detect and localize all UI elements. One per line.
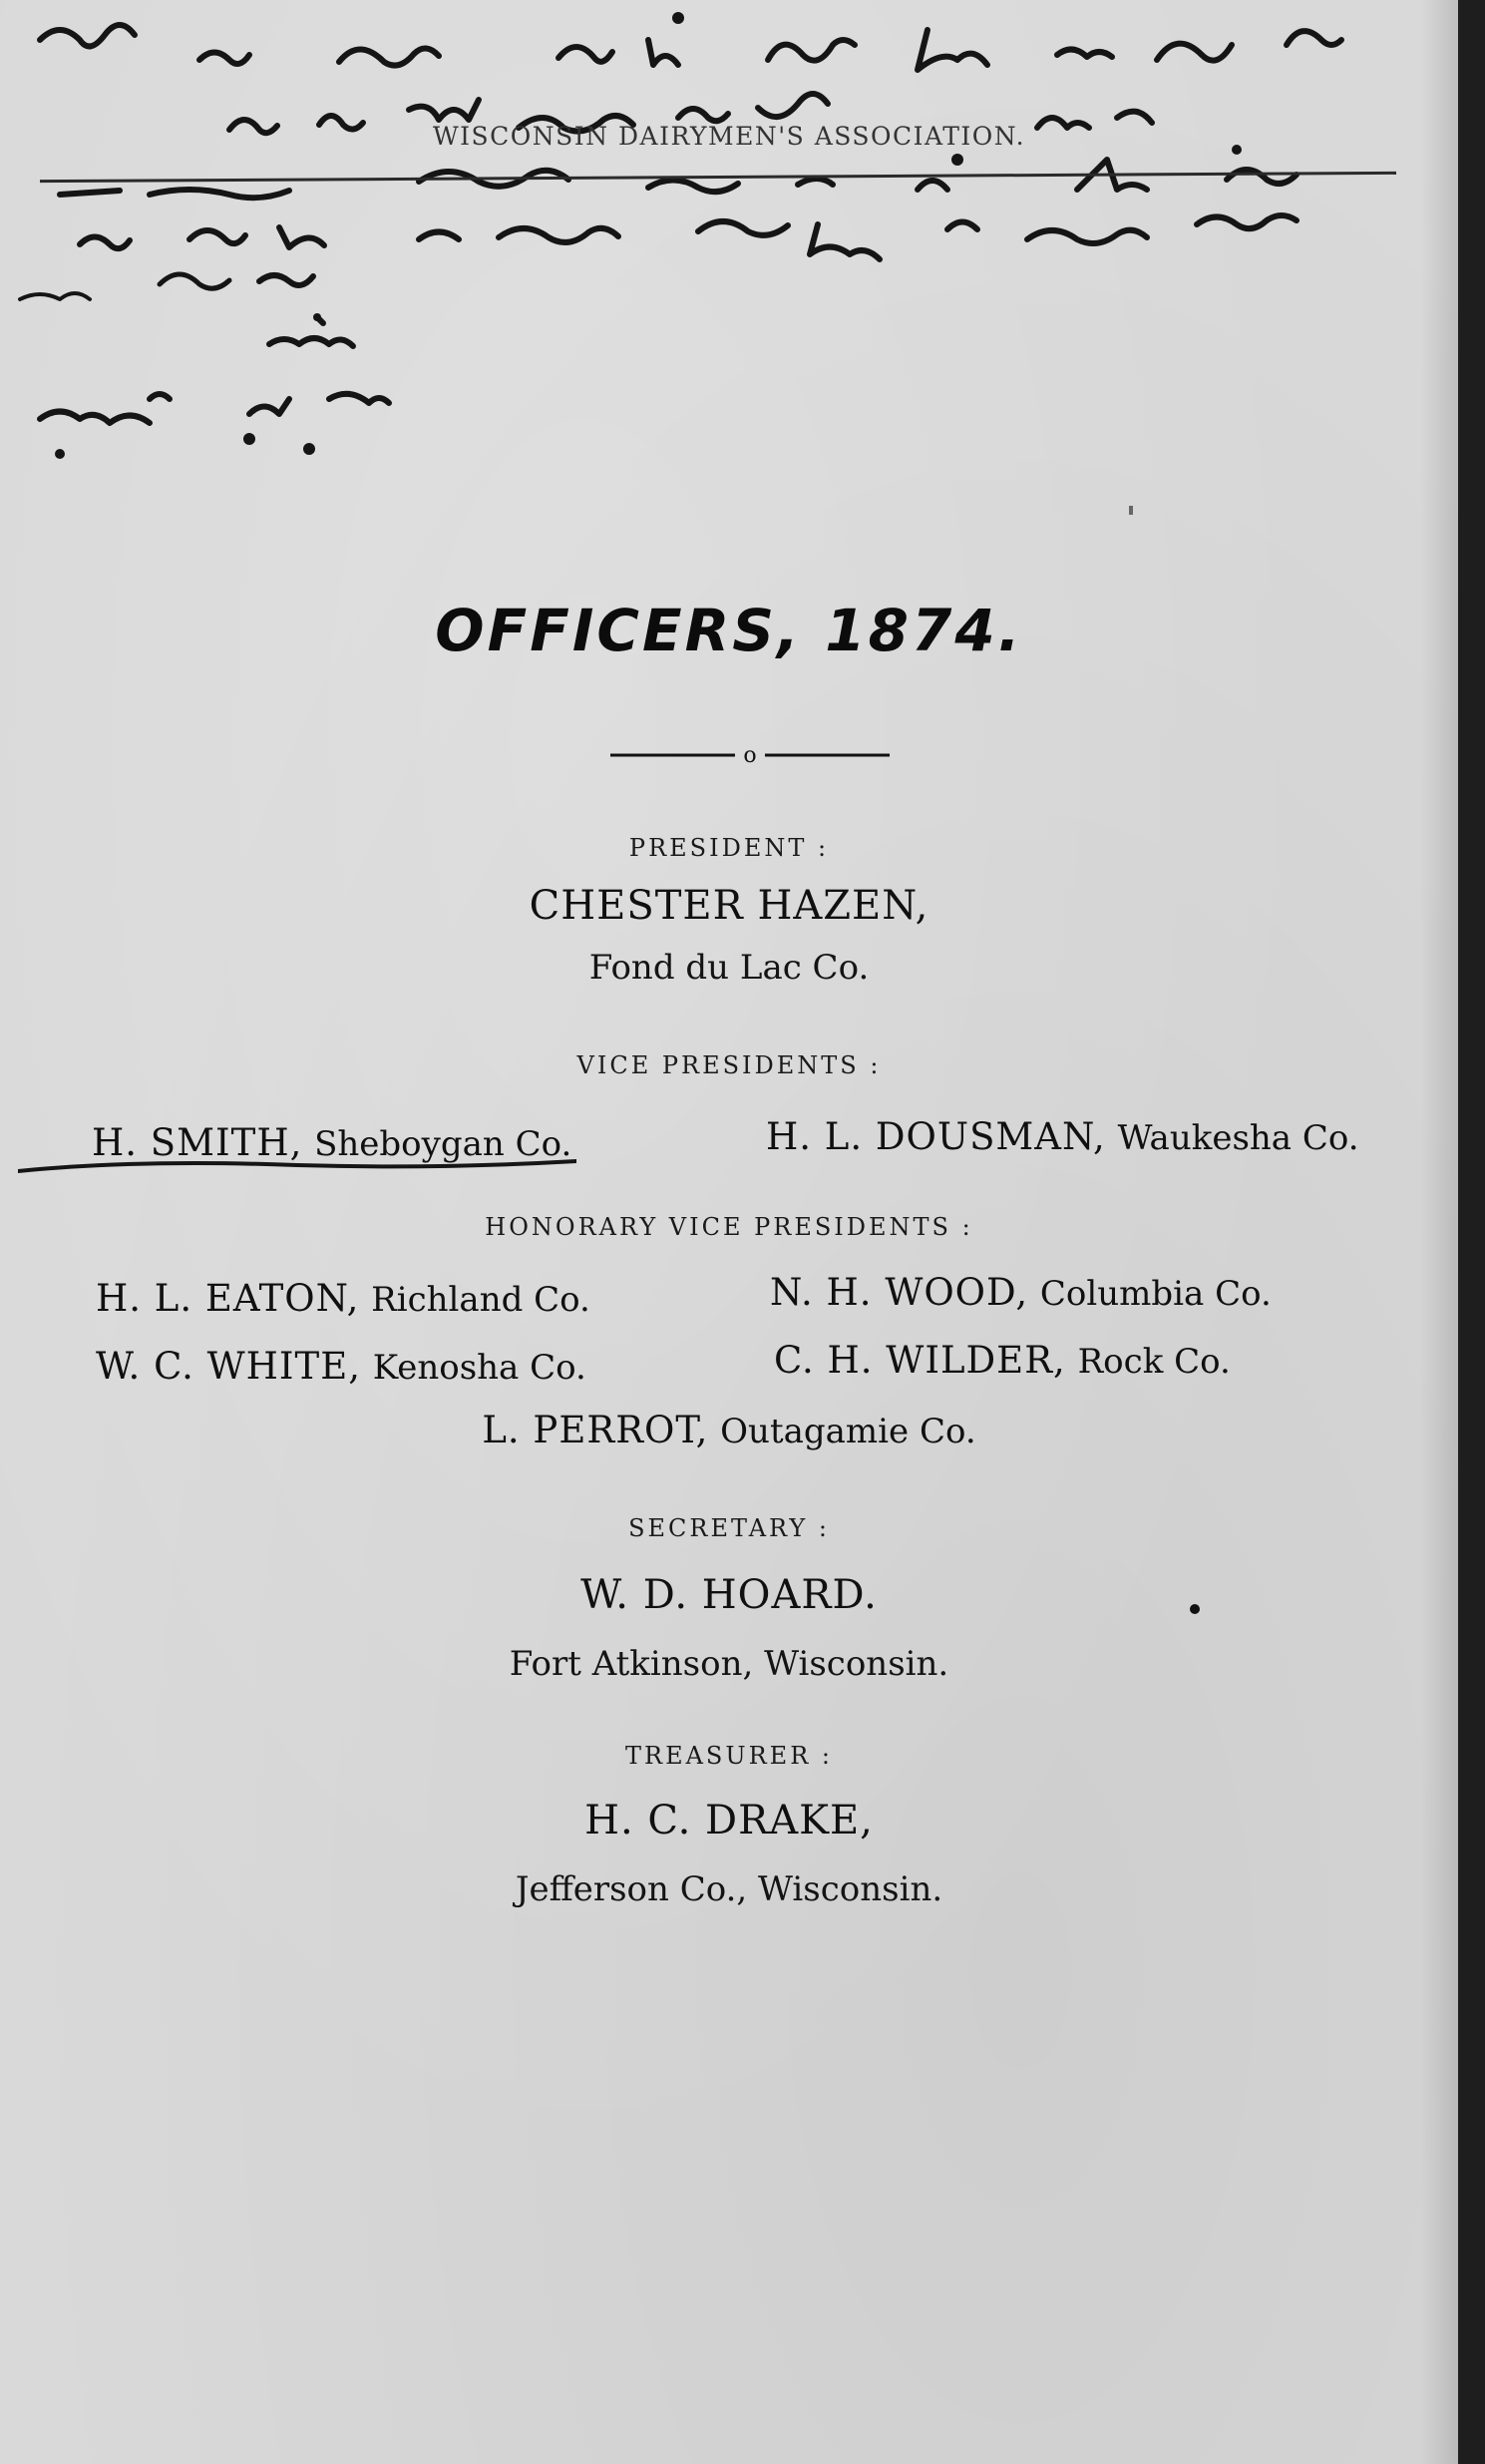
- honorary-vice-presidents-label: HONORARY VICE PRESIDENTS :: [485, 1213, 973, 1241]
- honorary-vice-president-entry: [96, 1277, 590, 1320]
- honorary-vice-president-entry: [774, 1339, 1231, 1382]
- ink-dot: [1190, 1604, 1200, 1614]
- handwritten-underline: [18, 1145, 576, 1185]
- vice-president-entry: [766, 1115, 1359, 1158]
- vice-president-county: Sheboygan Co.: [314, 1124, 572, 1164]
- honorary-vice-president-name: W. C. WHITE,: [96, 1345, 361, 1388]
- honorary-vice-president-name: L. PERROT,: [482, 1409, 709, 1451]
- honorary-vice-president-county: Outagamie Co.: [720, 1412, 976, 1451]
- honorary-vice-president-entry: [0, 1409, 1458, 1451]
- secretary-name: W. D. HOARD.: [580, 1572, 878, 1618]
- divider-glyph: o: [743, 743, 757, 768]
- secretary-place: Fort Atkinson, Wisconsin.: [509, 1644, 949, 1684]
- honorary-vice-president-county: Kenosha Co.: [372, 1348, 586, 1388]
- treasurer-name: H. C. DRAKE,: [584, 1798, 874, 1844]
- speck-mark: [1129, 506, 1133, 515]
- running-head: WISCONSIN DAIRYMEN'S ASSOCIATION.: [432, 122, 1026, 151]
- vice-president-county: Waukesha Co.: [1117, 1118, 1359, 1158]
- honorary-vice-president-county: Columbia Co.: [1039, 1274, 1272, 1314]
- treasurer-label: TREASURER :: [625, 1742, 833, 1770]
- vice-president-name: H. L. DOUSMAN,: [766, 1115, 1106, 1158]
- president-label: PRESIDENT :: [628, 834, 830, 862]
- handwritten-annotation: [0, 0, 1458, 479]
- treasurer-place: Jefferson Co., Wisconsin.: [515, 1869, 943, 1909]
- secretary-label: SECRETARY :: [628, 1514, 830, 1542]
- vice-presidents-label: VICE PRESIDENTS :: [576, 1051, 882, 1079]
- honorary-vice-president-name: N. H. WOOD,: [770, 1271, 1029, 1314]
- honorary-vice-president-name: H. L. EATON,: [96, 1277, 360, 1320]
- page-title: OFFICERS, 1874.: [435, 597, 1023, 664]
- honorary-vice-president-entry: [96, 1345, 586, 1388]
- honorary-vice-president-county: Richland Co.: [371, 1280, 590, 1320]
- honorary-vice-president-county: Rock Co.: [1077, 1342, 1231, 1382]
- president-name: CHESTER HAZEN,: [529, 883, 929, 929]
- ornamental-divider: [610, 740, 890, 770]
- page-edge-shadow: [1420, 0, 1458, 2464]
- honorary-vice-president-name: C. H. WILDER,: [774, 1339, 1066, 1382]
- honorary-vice-president-entry: [770, 1271, 1272, 1314]
- president-place: Fond du Lac Co.: [588, 948, 870, 988]
- vice-president-name: H. SMITH,: [92, 1121, 303, 1164]
